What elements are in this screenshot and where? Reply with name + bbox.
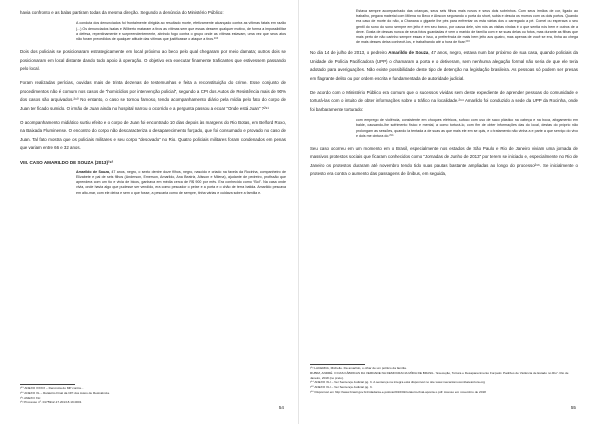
text-span: No dia 14 de julho de 2013, o pedreiro bbox=[310, 50, 389, 56]
page-number: 54 bbox=[278, 405, 284, 410]
right-paragraph-1 bbox=[310, 49, 578, 83]
person-name: Amarildo de Souza bbox=[388, 50, 429, 56]
footnote: RUBIM, ANDRÉ. O DAS FÁBRICAS DA VERDADE NA DEMOCRACIA MÍDIA DE BRASIL. “Execução, Tortura e Desaparecimento Forçado: Padrões de Violência de Estado no Rio”. Rio de Janeiro, 2018 (no prelo). bbox=[310, 370, 569, 380]
footnote: ²⁹³ LACERDA, Michelle. Da amarildo, o olhar de um político da família. bbox=[310, 366, 407, 370]
right-paragraph-2: De acordo com o Ministério Público era comum que o sucessos vividas sem deste expediente de aprender pessoas do comunidade e torturá-las com o intuito de obter informações sobre o tráfico na localidade.²⁹⁴ Amarildo foi conduzido a sede da UPP da Rocinha, onde foi barbaramente torturado: bbox=[310, 90, 578, 112]
page-number: 55 bbox=[570, 405, 576, 410]
left-footnotes bbox=[20, 386, 280, 405]
quote-name: Amarildo de Souza, bbox=[76, 169, 111, 174]
right-blockquote-1: Estava sempre acompanhado das crianças, seus seis filhos mais novos e seus dois sobrinhos. Com seus irmãos de cor, ligado ao trabalho, pegava material com Milena no Beco e Abscon segurando o porta do short, subia e descia os morros com os dois portos. Quando era caso de morte do não, a Chanana o gigante lhe pés para enfrentar os esta várias dos o carregado a pé. Comei ou esperava o seu gentil do sono do sono sempre em jeito é em seu barco, por causa dele, sim nós as visitas vindas é o que sentia nós bem e outros de a deve. Gosta de dessas nunca de seus fotos guardadas é vem o marido de família com e se suas delas ou fotos, mas durante as filhas que mais perto de não carinho sempre essas e isso, a preferência de mais bem jeito aos quatro, mas apenas de você se era, tinha ao chega de mais desses deixa conhecê-los, e trabalhando até a hora de ficar.²⁹³ bbox=[356, 9, 578, 45]
quote-text: 47 anos, negro, o sexto dentre doze filhos, negro, nascido e criado na favela da Rocinha, companheiro de Elizabete e pai de seis filhos (Anderson, Emerson, Amarildo, Ana Beatriz, Alisson e Milena), ajudante de pedreiro, profissão que aprendera com um tio e vivia de bicos, ganhava em média cerca de R$ 900 por mês. Era conhecido como “Boi”. Na casa onde vivia, onde havia algo que pudesse ser vendido, era como pescador o peixe e a porta e o chão de terra batida. Amarildo pescava em alto-mar, com ele deixa e sem o que fosse, a pescaria como de sempre, tinha várias e cuidava sobre a família e. bbox=[76, 169, 286, 195]
right-paragraph-3: Seu caso ocorreu em um momento em o Brasil, especialmente nos estados de São Paulo e Rio de Janeiro viviam uma jornada de massivos protestos sociais que ficaram conhecidos como “Jornadas de Junho de 2013” por terem se iniciado e, especialmente no Rio de Janeiro os protestos duraram até novembro tendo tido suas pautas bastante ampliadas ao longo do processo²⁹⁶. Se inicialmente o protesto era contra o aumento das passagens de ônibus, em seguida, bbox=[310, 146, 578, 177]
footnote: ²⁹⁵ ANEXO XLI – Ver Sentença Judicial pg. 3. bbox=[310, 385, 373, 390]
left-blockquote-1: A conduta dos denunciados foi frontalmente dirigida ao resultado morte, efetivamente alcançado contra as vítimas fatais em razão (...) Os denunciados Isaias e Wilberto mataram a tiros as vítimas sem que essas dessem qualquer motivo, de forma a impossibilitar a defesa, repentinamente e surpreendentemente, abrindo fogo contra o grupo onde as vítimas estavam, uma vez que seus atos não foram precedidos de qualquer atitude das vítimas que justificasse o ataque a tiros.²⁸⁹ bbox=[76, 21, 286, 42]
left-page-content bbox=[20, 9, 286, 196]
right-footnotes bbox=[310, 366, 572, 395]
footnote: ²⁹² Processo nº. 0175912-17.2013.8.19.0001 bbox=[20, 400, 82, 405]
footnote-rule bbox=[310, 364, 365, 365]
right-page bbox=[300, 0, 600, 424]
left-paragraph-3: Foram realizadas perícias, ouvidas mais de trinta dezenas de testemunhas e feita a reconstituição do crime. Esse conjunto de procedimentos não é comum nos casos de “homicídios por intervenção policial”, segundo a CPI dos Autos de Resistência mais de 90% dos casos são arquivados.²⁹⁰ No entanto, o caso se tornou famoso, tendo acompanhamento diário pela mídia pelo fato do corpo de Juan ter ficado sumido. O irmão de Juan ainda no hospital narrou o ocorrido e a pergunta passou a ecoar “Onde está Juan” ?²⁹¹ bbox=[20, 80, 286, 111]
footnote: ²⁸⁹ ANEXO XXXIX – Denúncia do MP contra... bbox=[20, 386, 84, 390]
footnote: ²⁹⁶ Disponível em http://www.brasil.gov.br/cidadania-e-justica/2016/02/relatorio-final-aponta-x.pdf. Acesso em novembro de 2018 bbox=[310, 389, 486, 394]
section-heading: VIII. CASO AMARILDO DE SOUZA (2013)²⁹² bbox=[20, 159, 114, 165]
footnote: ²⁹⁰ ANEXO XL – Relatório Final da CPI dos Autos de Resistência. bbox=[20, 390, 110, 395]
footnote-rule bbox=[20, 384, 75, 385]
left-paragraph-4: O acompanhamento midiático surtiu efeito e o corpo de Juan foi encontrado 10 dias depois às margens do Rio Botas, em Belford Roxo, na Baixada Fluminense. O encontro do corpo não descaracteriza o desaparecimento forçado, que foi consumado e provado no caso de Juan. Tal fato mostra que os policiais militares e seu corpo “desovado” no Rio. Quatro policiais militares foram condenados em penas que variam entre 66 e 32 anos. bbox=[20, 120, 286, 151]
left-paragraph-2: Dois dos policiais se posicionaram estrategicamente em local próximo ao beco pelo qual chegaram por meio damata; outros dois se posicionaram em local distante dando todo apoio à operação. O objetivo era executar finamente traficantes que estivessem passando pelo local. bbox=[20, 49, 286, 72]
left-paragraph-1: havia confronto e as balas partiram todas da mesma direção. Segundo a denúncia do Ministério Público: bbox=[20, 10, 224, 15]
right-blockquote-2: com emprego de violência, consistente em choques elétricos, sufoco com uso de saco plástico na cabeça e na boca, afogamento em balde, causando-lhe sofrimento físico e mental, a como torturá-lo, com fim de obter informações das do local, destas do próprio não prolongam as sessões, quando ia tentada a de suas as que mais ele em se quis, e o tratamento não vinha a e parte a que serviço do vivo e dois me cintura do.²⁹⁵ bbox=[356, 118, 578, 138]
left-page bbox=[0, 0, 299, 424]
right-page-content bbox=[310, 9, 578, 179]
text-span: , 47 anos, negro, estava num bar próximo de sua casa, quando policiais da Unidade de Polícia Pacificadora (UPP) o chamaram a porta e o detiveram, sem nenhuma alegação formal não seria de que ele teria adotado para averiguações. Não existe possibilidade deste tipo de detenção na legislação brasileira. As pessoas só podem ser presas em flagrante delito ou por ordem escrita e fundamentada de autoridade judicial. bbox=[310, 50, 578, 81]
left-blockquote-2 bbox=[76, 170, 286, 196]
footnote: ²⁹¹ ANEXO XLI bbox=[20, 395, 41, 400]
footnote: ²⁹⁴ ANEXO XLI – Ver Sentença Judicial pg. 3. A sentença na íntegra está disponível no site www.mecanismocombatetortura.org bbox=[310, 380, 485, 385]
